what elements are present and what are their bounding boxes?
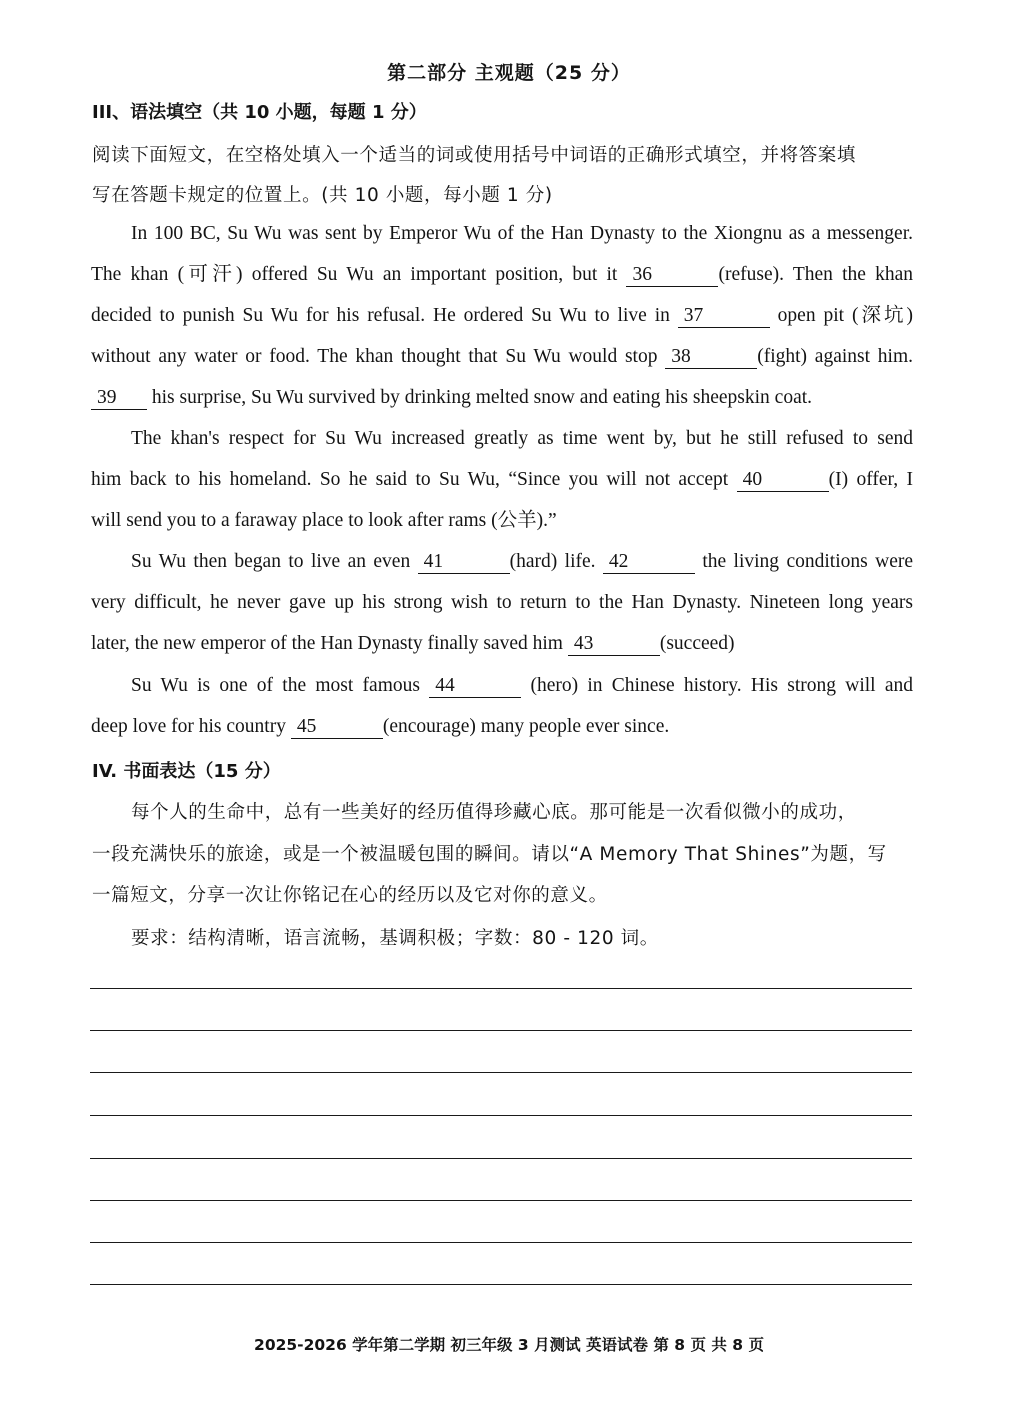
section-3-instruction-line-1: 阅读下面短文，在空格处填入一个适当的词或使用括号中词语的正确形式填空，并将答案填: [92, 145, 857, 166]
passage-text: Su Wu is one of the most famous: [131, 675, 430, 696]
blank-37: 37: [678, 305, 770, 328]
writing-line: [90, 1030, 912, 1031]
writing-line: [90, 1242, 912, 1243]
section-3-instruction-line-2: 写在答题卡规定的位置上。(共 10 小题，每小题 1 分): [92, 185, 553, 206]
blank-40: 40: [737, 469, 829, 492]
writing-requirements: 要求：结构清晰，语言流畅，基调积极；字数：80 - 120 词。: [131, 928, 659, 949]
blank-39: 39: [91, 387, 147, 410]
passage-line-4: [91, 344, 913, 370]
writing-line: [90, 988, 912, 989]
section-3-heading: III、语法填空（共 10 小题，每题 1 分）: [92, 102, 427, 123]
section-4-heading: IV. 书面表达（15 分）: [92, 761, 281, 782]
blank-43: 43: [568, 633, 660, 656]
passage-line-3: [91, 303, 913, 329]
passage-text: (hard) life.: [509, 551, 603, 572]
passage-text: (I) offer, I: [828, 469, 913, 490]
writing-line: [90, 1115, 912, 1116]
passage-text: (fight) against him.: [757, 346, 913, 367]
passage-text: (hero) in Chinese history. His strong will and: [521, 675, 913, 696]
blank-41: 41: [418, 551, 510, 574]
passage-text: without any water or food. The khan thought that Su Wu would stop: [91, 346, 666, 367]
passage-text: decided to punish Su Wu for his refusal. He ordered Su Wu to live in: [91, 305, 678, 326]
writing-line: [90, 1284, 912, 1285]
passage-line-13: [91, 714, 913, 740]
writing-line: [90, 1200, 912, 1201]
blank-42: 42: [603, 551, 695, 574]
passage-text: later, the new emperor of the Han Dynasty finally saved him: [91, 633, 568, 654]
writing-line: [90, 1072, 912, 1073]
passage-text: the living conditions were: [694, 551, 913, 572]
passage-line-11: [91, 631, 913, 657]
part-title: 第二部分 主观题（25 分）: [387, 62, 631, 84]
passage-line-6: The khan's respect for Su Wu increased greatly as time went by, but he still refused to send: [131, 428, 913, 449]
passage-line-8: will send you to a faraway place to look after rams (公羊).”: [91, 510, 557, 531]
passage-line-5: [91, 385, 913, 411]
passage-text: open pit (深坑): [769, 305, 913, 326]
passage-text: deep love for his country: [91, 716, 291, 737]
passage-line-1: In 100 BC, Su Wu was sent by Emperor Wu of the Han Dynasty to the Xiongnu as a messenger.: [131, 223, 913, 244]
blank-36: 36: [626, 264, 718, 287]
passage-line-9: [131, 549, 913, 575]
passage-text: (encourage) many people ever since.: [382, 716, 670, 737]
passage-line-2: [91, 262, 913, 288]
writing-prompt-line-3: 一篇短文，分享一次让你铭记在心的经历以及它对你的意义。: [92, 885, 608, 906]
page-footer: 2025-2026 学年第二学期 初三年级 3 月测试 英语试卷 第 8 页 共 8 页: [254, 1336, 764, 1354]
writing-prompt-line-1: 每个人的生命中，总有一些美好的经历值得珍藏心底。那可能是一次看似微小的成功，: [131, 802, 857, 823]
passage-text: (succeed): [659, 633, 735, 654]
blank-45: 45: [291, 716, 383, 739]
passage-line-7: [91, 467, 913, 493]
passage-text: (refuse). Then the khan: [718, 264, 913, 285]
passage-text: Su Wu then began to live an even: [131, 551, 418, 572]
writing-prompt-line-2: 一段充满快乐的旅途，或是一个被温暖包围的瞬间。请以“A Memory That Shines”为题，写: [92, 844, 887, 865]
passage-text: him back to his homeland. So he said to Su Wu, “Since you will not accept: [91, 469, 737, 490]
writing-line: [90, 1158, 912, 1159]
blank-38: 38: [665, 346, 757, 369]
passage-text: his surprise, Su Wu survived by drinking melted snow and eating his sheepskin coat.: [147, 387, 813, 408]
passage-text: The khan (可汗) offered Su Wu an important position, but it: [91, 264, 627, 285]
passage-line-12: [131, 673, 913, 699]
blank-44: 44: [429, 675, 521, 698]
passage-line-10: very difficult, he never gave up his strong wish to return to the Han Dynasty. Nineteen long years: [91, 592, 913, 613]
